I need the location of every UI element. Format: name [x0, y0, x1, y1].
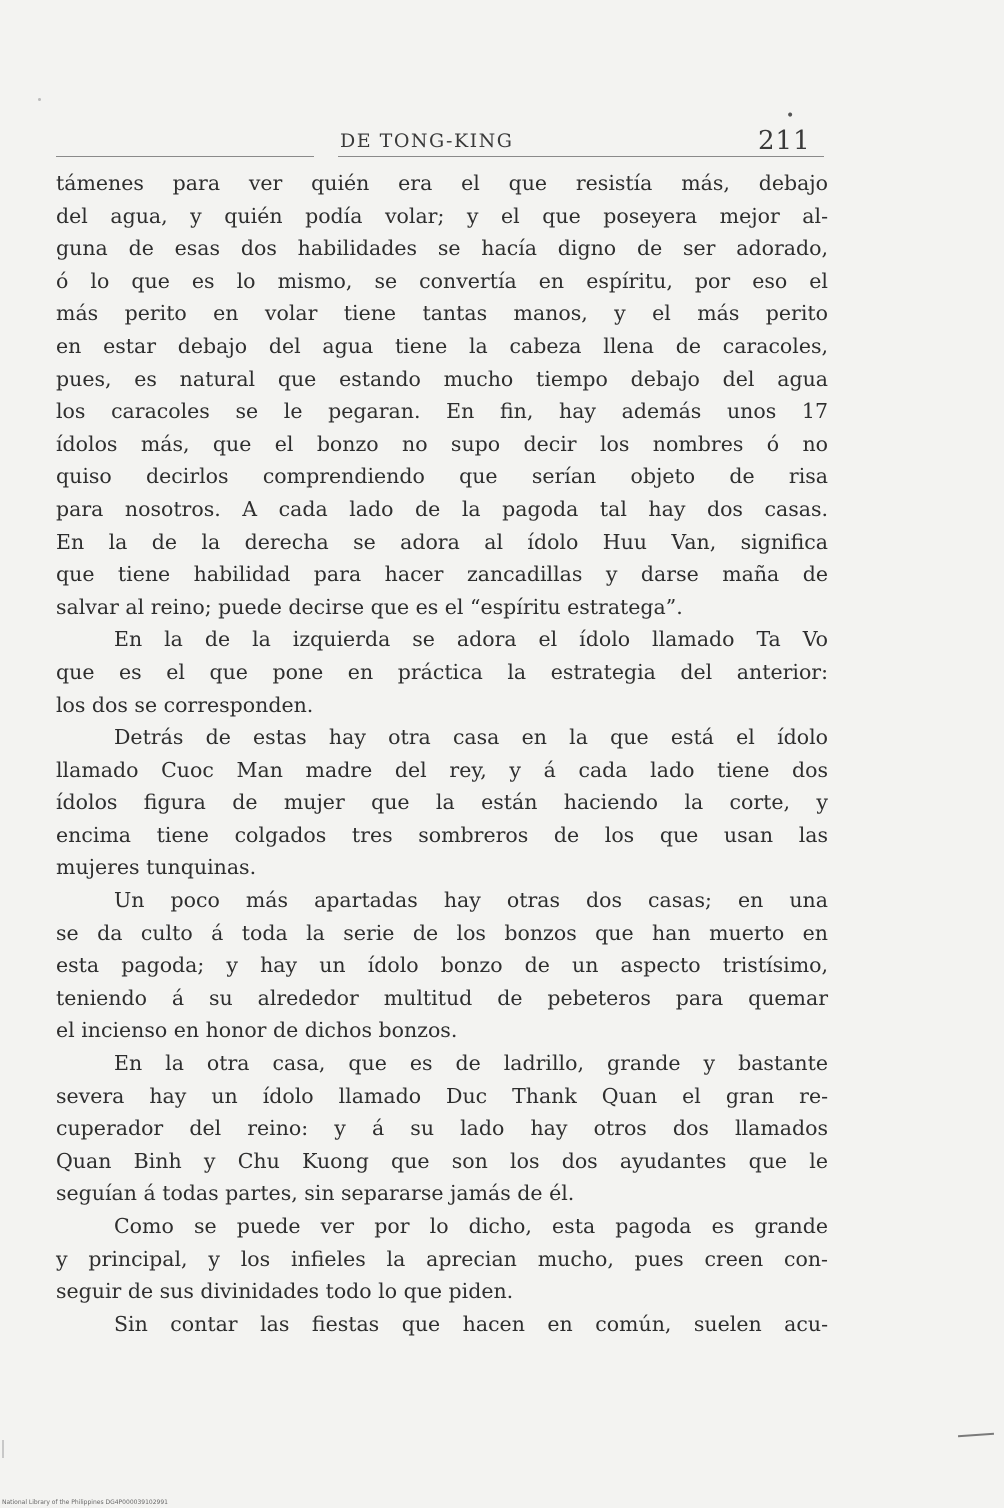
text-line: y principal, y los infieles la aprecian mucho, pues creen con-	[56, 1246, 828, 1271]
scan-speck	[38, 98, 41, 101]
text-line: que es el que pone en práctica la estrategia del anterior:	[56, 659, 828, 684]
text-line: más perito en volar tiene tantas manos, y el más perito	[56, 301, 828, 326]
running-title: DE TONG-KING	[340, 130, 514, 152]
page-number-dot: •	[786, 108, 795, 124]
header-rule	[56, 156, 824, 157]
text-line-paragraph-start: Un poco más apartadas hay otras dos casas; en una	[114, 888, 828, 913]
scan-pencil-mark	[958, 1433, 994, 1438]
text-line: pues, es natural que estando mucho tiempo debajo del agua	[56, 366, 828, 391]
text-line: támenes para ver quién era el que resistía más, debajo	[56, 171, 828, 195]
text-line: en estar debajo del agua tiene la cabeza llena de caracoles,	[56, 333, 828, 358]
text-line: los dos se corresponden.	[56, 692, 314, 717]
text-line: los caracoles se le pegaran. En fin, hay además unos 17	[56, 399, 828, 424]
text-line: encima tiene colgados tres sombreros de los que usan las	[56, 822, 828, 847]
text-line-paragraph-start: En la de la izquierda se adora el ídolo llamado Ta Vo	[114, 627, 828, 652]
text-line-paragraph-start: Detrás de estas hay otra casa en la que está el ídolo	[114, 725, 828, 750]
text-line-paragraph-start: En la otra casa, que es de ladrillo, grande y bastante	[114, 1051, 828, 1076]
scan-footer: National Library of the Philippines DG4P000039102991	[2, 1499, 168, 1506]
text-line: se da culto á toda la serie de los bonzos que han muerto en	[56, 920, 828, 945]
scan-edge-mark	[2, 1440, 4, 1458]
text-line: ídolos figura de mujer que la están haciendo la corte, y	[56, 790, 828, 815]
text-line: salvar al reino; puede decirse que es el “espíritu estratega”.	[56, 594, 683, 619]
text-line: guna de esas dos habilidades se hacía digno de ser adorado,	[56, 236, 828, 261]
body-text	[56, 167, 828, 1340]
text-line: severa hay un ídolo llamado Duc Thank Quan el gran re-	[56, 1083, 828, 1108]
text-line: En la de la derecha se adora al ídolo Huu Van, significa	[56, 529, 828, 554]
text-line: Quan Binh y Chu Kuong que son los dos ayudantes que le	[56, 1148, 828, 1173]
text-line: teniendo á su alrededor multitud de pebeteros para quemar	[56, 985, 828, 1010]
text-line: cuperador del reino: y á su lado hay otros dos llamados	[56, 1116, 828, 1141]
text-line: del agua, y quién podía volar; y el que poseyera mejor al-	[56, 203, 828, 228]
text-line: seguían á todas partes, sin separarse jamás de él.	[56, 1181, 575, 1206]
text-line: ó lo que es lo mismo, se convertía en espíritu, por eso el	[56, 268, 828, 293]
text-line-paragraph-start: Sin contar las fiestas que hacen en común, suelen acu-	[114, 1311, 828, 1336]
text-line: mujeres tunquinas.	[56, 855, 257, 880]
text-line: seguir de sus divinidades todo lo que piden.	[56, 1279, 514, 1304]
text-line: quiso decirlos comprendiendo que serían objeto de risa	[56, 464, 828, 489]
text-line: para nosotros. A cada lado de la pagoda tal hay dos casas.	[56, 496, 828, 521]
text-line: esta pagoda; y hay un ídolo bonzo de un aspecto tristísimo,	[56, 953, 828, 978]
text-line: ídolos más, que el bonzo no supo decir los nombres ó no	[56, 431, 828, 456]
header-rule-gap	[314, 154, 338, 159]
page-number: 211	[758, 126, 811, 156]
text-line: llamado Cuoc Man madre del rey, y á cada lado tiene dos	[56, 757, 828, 782]
text-line: que tiene habilidad para hacer zancadillas y darse maña de	[56, 562, 828, 587]
text-line: el incienso en honor de dichos bonzos.	[56, 1018, 458, 1043]
text-line-paragraph-start: Como se puede ver por lo dicho, esta pagoda es grande	[114, 1214, 828, 1238]
